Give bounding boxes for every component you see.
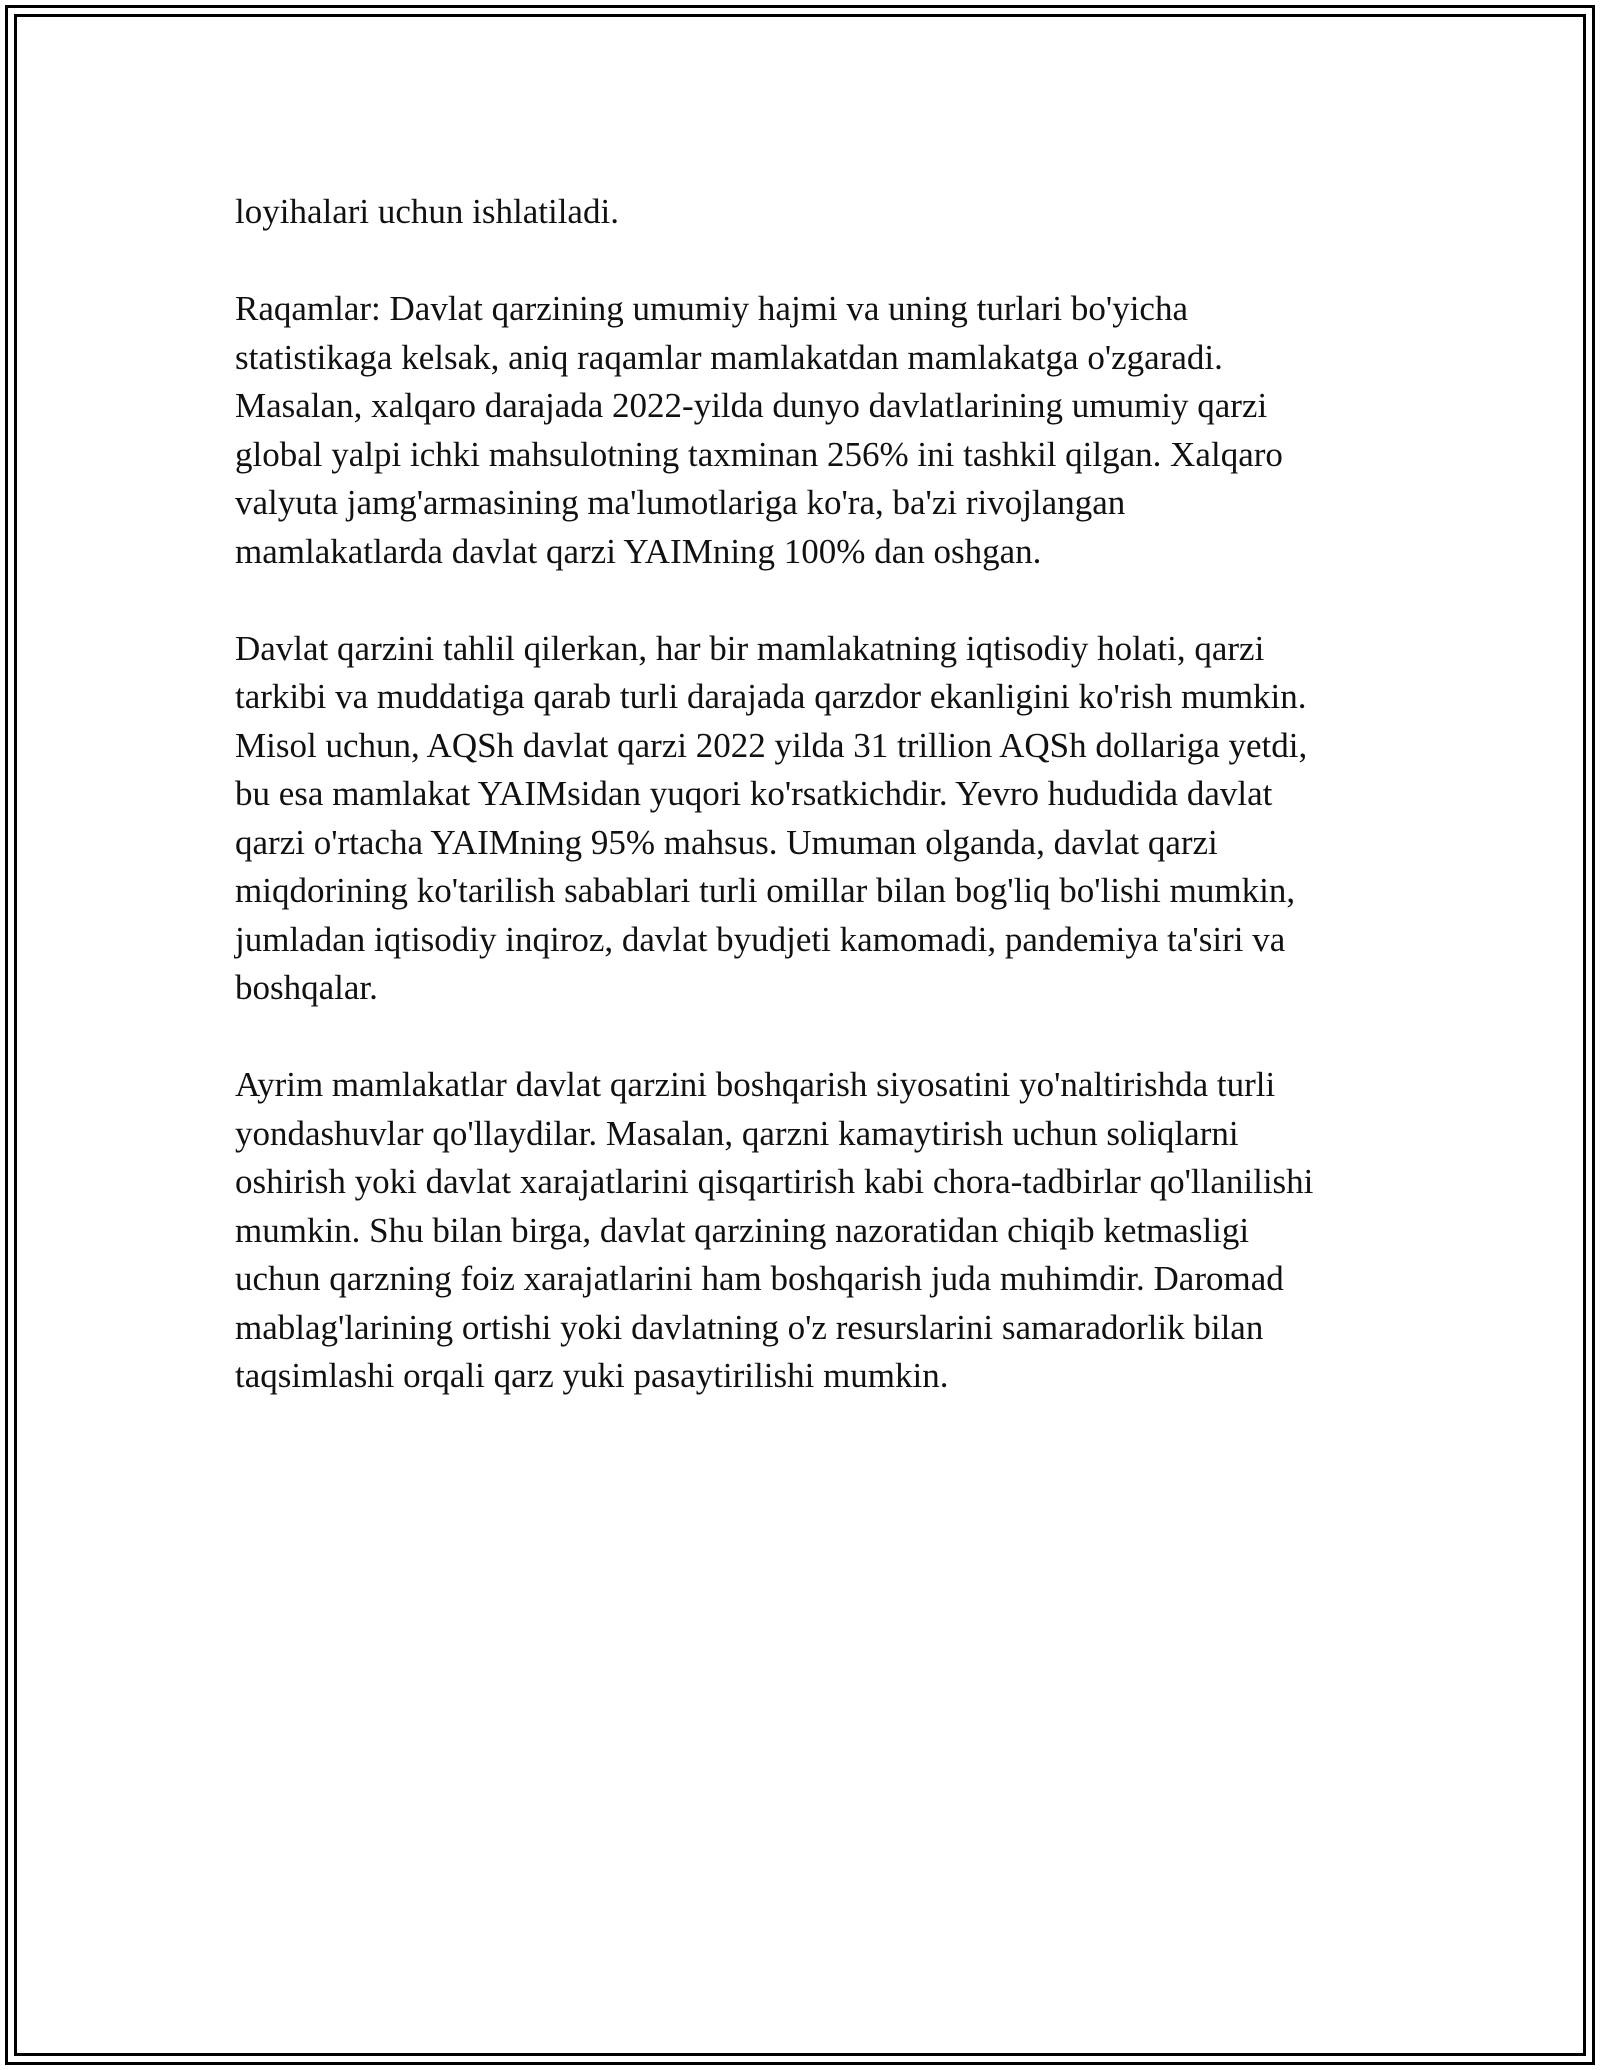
text-line: global yalpi ichki mahsulotning taxminan 256% ini tashkil qilgan. Xalqaro [235, 434, 1283, 474]
text-line: qarzi o'rtacha YAIMning 95% mahsus. Umuman olganda, davlat qarzi [235, 822, 1218, 862]
text-line: bu esa mamlakat YAIMsidan yuqori ko'rsatkichdir. Yevro hududida davlat [235, 774, 1273, 813]
text-line: boshqalar. [235, 968, 378, 1007]
text-line: taqsimlashi orqali qarz yuki pasaytirilishi mumkin. [235, 1356, 949, 1395]
text-line: valyuta jamg'armasining ma'lumotlariga ko'ra, ba'zi rivojlangan [235, 483, 1126, 522]
paragraph-1 [235, 188, 1385, 237]
text-line: mamlakatlarda davlat qarzi YAIMning 100% dan oshgan. [235, 531, 1042, 571]
text-line: statistikaga kelsak, aniq raqamlar mamlakatdan mamlakatga o'zgaradi. [235, 337, 1223, 377]
text-line: Raqamlar: Davlat qarzining umumiy hajmi va uning turlari bo'yicha [235, 289, 1188, 328]
paragraph-2 [235, 285, 1385, 576]
text-line: miqdorining ko'tarilish sabablari turli omillar bilan bog'liq bo'lishi mumkin, [235, 871, 1296, 910]
text-line: Misol uchun, AQSh davlat qarzi 2022 yilda 31 trillion AQSh dollariga yetdi, [235, 725, 1308, 765]
text-line: Masalan, xalqaro darajada 2022-yilda dunyo davlatlarining umumiy qarzi [235, 386, 1268, 425]
text-line: mablag'larining ortishi yoki davlatning o'z resurslarini samaradorlik bilan [235, 1307, 1264, 1347]
text-line: uchun qarzning foiz xarajatlarini ham boshqarish juda muhimdir. Daromad [235, 1259, 1284, 1298]
text-line: loyihalari uchun ishlatiladi. [235, 192, 619, 231]
text-line: Davlat qarzini tahlil qilerkan, har bir mamlakatning iqtisodiy holati, qarzi [235, 628, 1265, 668]
text-line: mumkin. Shu bilan birga, davlat qarzining nazoratidan chiqib ketmasligi [235, 1210, 1250, 1250]
document-body [235, 188, 1385, 1401]
text-line: tarkibi va muddatiga qarab turli darajada qarzdor ekanligini ko'rish mumkin. [235, 677, 1307, 716]
text-line: jumladan iqtisodiy inqiroz, davlat byudjeti kamomadi, pandemiya ta'siri va [235, 919, 1286, 959]
paragraph-3 [235, 625, 1385, 1013]
paragraph-4 [235, 1061, 1385, 1401]
text-line: oshirish yoki davlat xarajatlarini qisqartirish kabi chora-tadbirlar qo'llanilishi [235, 1162, 1314, 1201]
text-line: yondashuvlar qo'llaydilar. Masalan, qarzni kamaytirish uchun soliqlarni [235, 1113, 1239, 1153]
text-line: Ayrim mamlakatlar davlat qarzini boshqarish siyosatini yo'naltirishda turli [235, 1065, 1276, 1104]
